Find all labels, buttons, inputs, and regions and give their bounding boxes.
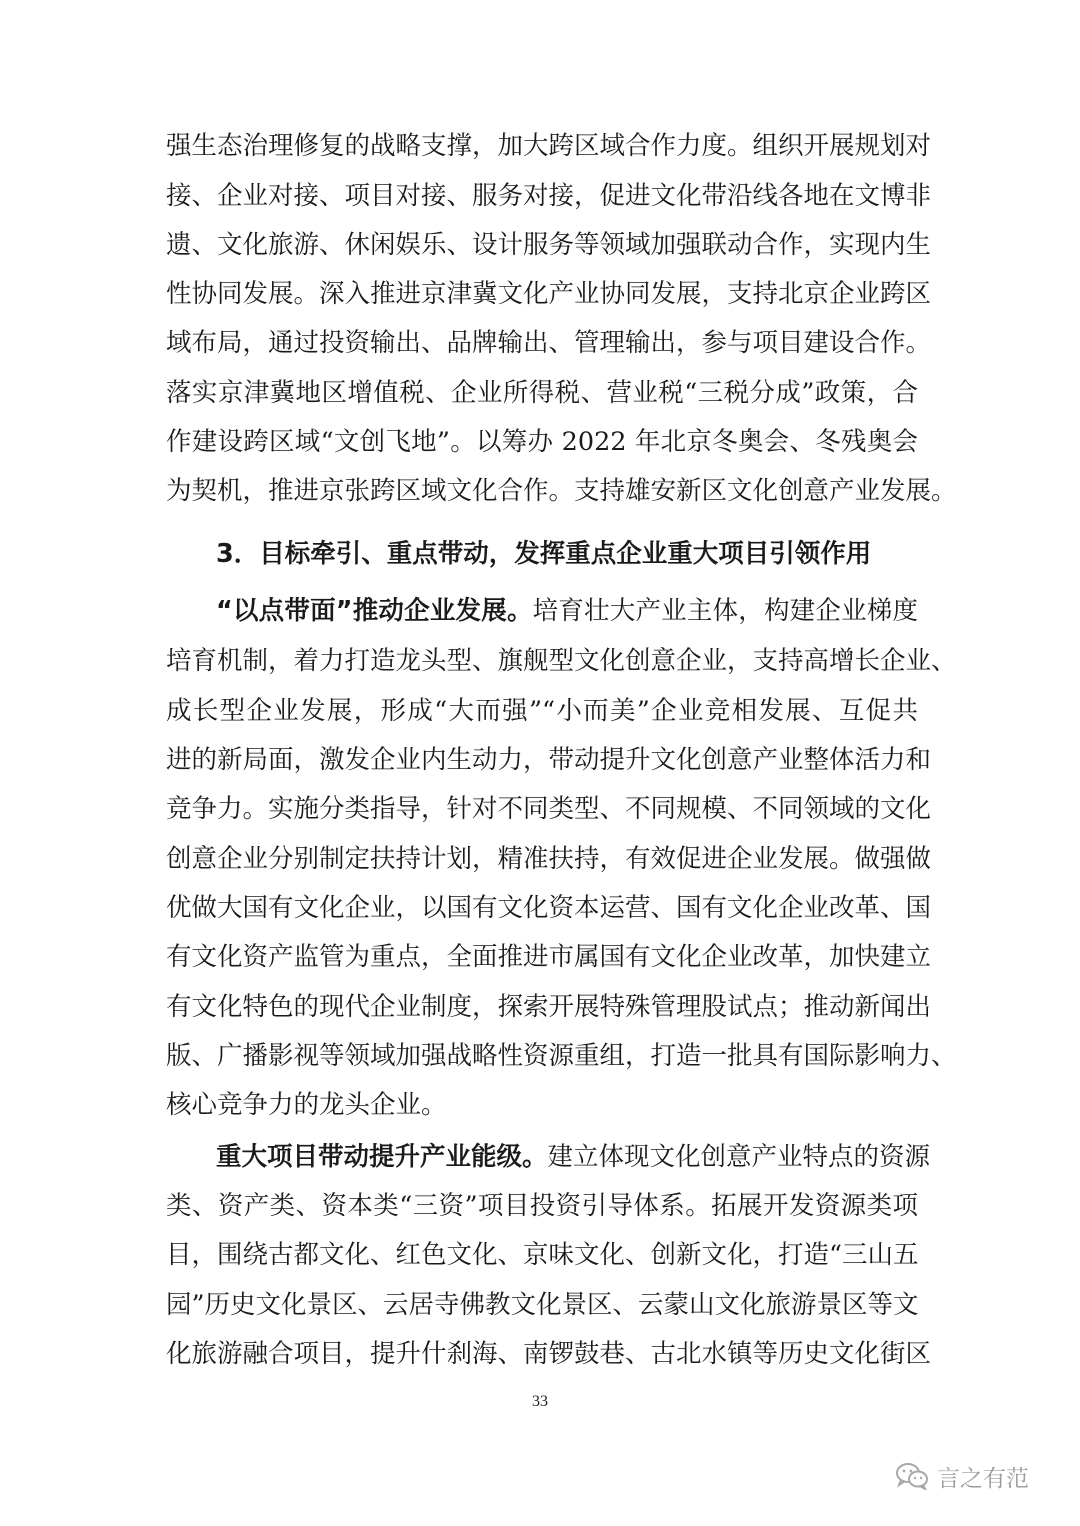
text-line: 作建设跨区域“文创飞地”。以筹办 2022 年北京冬奥会、冬残奥会 [166,427,918,457]
text-line: 遗、文化旅游、休闲娱乐、设计服务等领域加强联动合作，实现内生 [166,230,932,260]
watermark [895,1456,1029,1496]
text-line: 成长型企业发展，形成“大而强”“小而美”企业竞相发展、互促共 [166,696,918,726]
text-line: 版、广播影视等领域加强战略性资源重组，打造一批具有国际影响力、 [166,1041,957,1071]
text-line: 性协同发展。深入推进京津冀文化产业协同发展，支持北京企业跨区 [166,279,932,309]
paragraph-text: 培育壮大产业主体，构建企业梯度 [532,596,918,626]
text-line: 进的新局面，激发企业内生动力，带动提升文化创意产业整体活力和 [166,745,932,775]
text-line: 竞争力。实施分类指导，针对不同类型、不同规模、不同领域的文化 [166,794,932,824]
text-line: 类、资产类、资本类“三资”项目投资引导体系。拓展开发资源类项 [166,1191,918,1221]
paragraph-lead: 重大项目带动提升产业能级。 [216,1142,548,1172]
text-line: 有文化资产监管为重点，全面推进市属国有文化企业改革，加快建立 [166,942,932,972]
paragraph-first-line [216,1135,931,1179]
text-line: 创意企业分别制定扶持计划，精准扶持，有效促进企业发展。做强做 [166,844,932,874]
text-line: 有文化特色的现代企业制度，探索开展特殊管理股试点；推动新闻出 [166,992,932,1022]
text-line: 目，围绕古都文化、红色文化、京味文化、创新文化，打造“三山五 [166,1240,919,1270]
text-line: 化旅游融合项目，提升什刹海、南锣鼓巷、古北水镇等历史文化街区 [166,1339,932,1369]
page-number: 33 [532,1393,548,1410]
wechat-icon [895,1462,929,1490]
paragraph-first-line [216,589,918,633]
text-line: 核心竞争力的龙头企业。 [166,1090,447,1120]
paragraph-text: 建立体现文化创意产业特点的资源 [547,1142,931,1172]
text-line: 为契机，推进京张跨区域文化合作。支持雄安新区文化创意产业发展。 [166,476,957,506]
watermark-text: 言之有范 [937,1465,1029,1492]
text-line: 优做大国有文化企业，以国有文化资本运营、国有文化企业改革、国 [166,893,932,923]
text-line: 落实京津冀地区增值税、企业所得税、营业税“三税分成”政策，合 [166,378,918,408]
text-line: 培育机制，着力打造龙头型、旗舰型文化创意企业，支持高增长企业、 [166,646,957,676]
text-line: 接、企业对接、项目对接、服务对接，促进文化带沿线各地在文博非 [166,181,932,211]
text-line: 强生态治理修复的战略支撑，加大跨区域合作力度。组织开展规划对 [166,131,932,161]
text-line: 域布局，通过投资输出、品牌输出、管理输出，参与项目建设合作。 [166,328,932,358]
section-heading: 3．目标牵引、重点带动，发挥重点企业重大项目引领作用 [216,539,872,569]
paragraph-lead: “以点带面”推动企业发展。 [216,596,533,626]
text-line: 园”历史文化景区、云居寺佛教文化景区、云蒙山文化旅游景区等文 [166,1290,919,1320]
